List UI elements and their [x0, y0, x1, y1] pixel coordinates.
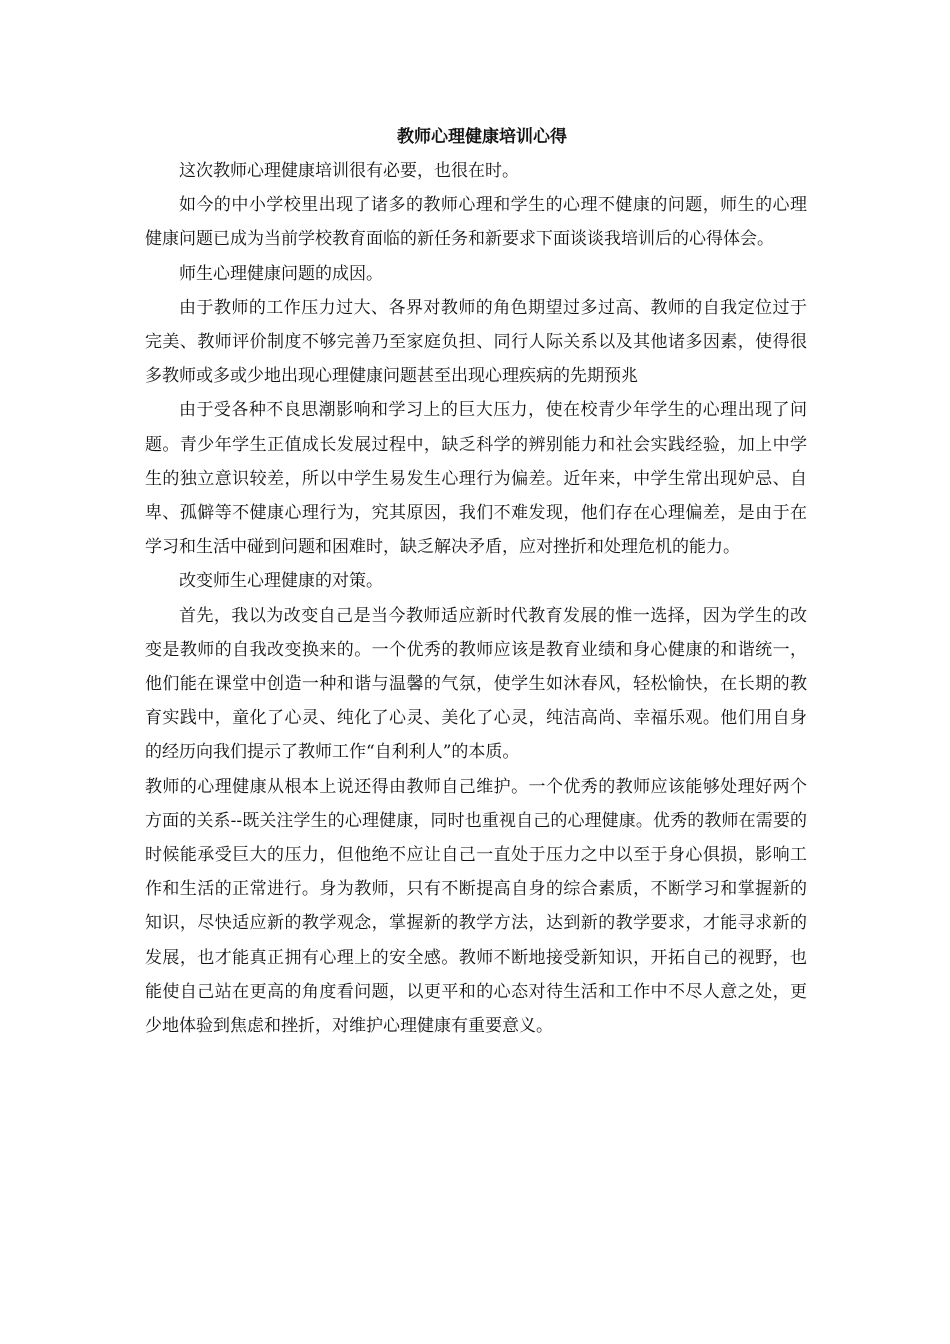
document-title: 教师心理健康培训心得	[397, 127, 567, 147]
section-heading-causes: 师生心理健康问题的成因。	[179, 263, 383, 284]
document-body	[145, 120, 807, 1043]
paragraph-self-change: 首先，我以为改变自己是当今教师适应新时代教育发展的惟一选择，因为学生的改变是教师的自我改变换来的。一个优秀的教师应该是教育业绩和身心健康的和谐统一，他们能在课堂中创造一种和谐与温馨的气氛，使学生如沐春风，轻松愉快，在长期的教育实践中，童化了心灵、纯化了心灵、美化了心灵，纯洁高尚、幸福乐观。他们用自身的经历向我们提示了教师工作“自利利人”的本质。	[145, 605, 807, 763]
paragraph-self-maintenance: 教师的心理健康从根本上说还得由教师自己维护。一个优秀的教师应该能够处理好两个方面的关系--既关注学生的心理健康，同时也重视自己的心理健康。优秀的教师在需要的时候能承受巨大的压力，但他绝不应让自己一直处于压力之中以至于身心俱损，影响工作和生活的正常进行。身为教师，只有不断提高自身的综合素质，不断学习和掌握新的知识，尽快适应新的教学观念，掌握新的教学方法，达到新的教学要求，才能寻求新的发展，也才能真正拥有心理上的安全感。教师不断地接受新知识，开拓自己的视野，也能使自己站在更高的角度看问题，以更平和的心态对待生活和工作中不尽人意之处，更少地体验到焦虑和挫折，对维护心理健康有重要意义。	[145, 776, 807, 1037]
paragraph-intro: 这次教师心理健康培训很有必要，也很在时。	[179, 161, 519, 181]
section-heading-countermeasures: 改变师生心理健康的对策。	[179, 571, 383, 592]
paragraph-teacher-causes: 由于教师的工作压力过大、各界对教师的角色期望过多过高、教师的自我定位过于完美、教师评价制度不够完善乃至家庭负担、同行人际关系以及其他诸多因素，使得很多教师或多或少地出现心理健康问题甚至出现心理疾病的先期预兆	[145, 297, 807, 387]
paragraph-student-causes: 由于受各种不良思潮影响和学习上的巨大压力，使在校青少年学生的心理出现了问题。青少年学生正值成长发展过程中，缺乏科学的辨别能力和社会实践经验，加上中学生的独立意识较差，所以中学生易发生心理行为偏差。近年来，中学生常出现妒忌、自卑、孤僻等不健康心理行为，究其原因，我们不难发现，他们存在心理偏差，是由于在学习和生活中碰到问题和困难时，缺乏解决矛盾，应对挫折和处理危机的能力。	[145, 400, 807, 558]
paragraph-background: 如今的中小学校里出现了诸多的教师心理和学生的心理不健康的问题，师生的心理健康问题已成为当前学校教育面临的新任务和新要求下面谈谈我培训后的心得体会。	[145, 195, 807, 250]
